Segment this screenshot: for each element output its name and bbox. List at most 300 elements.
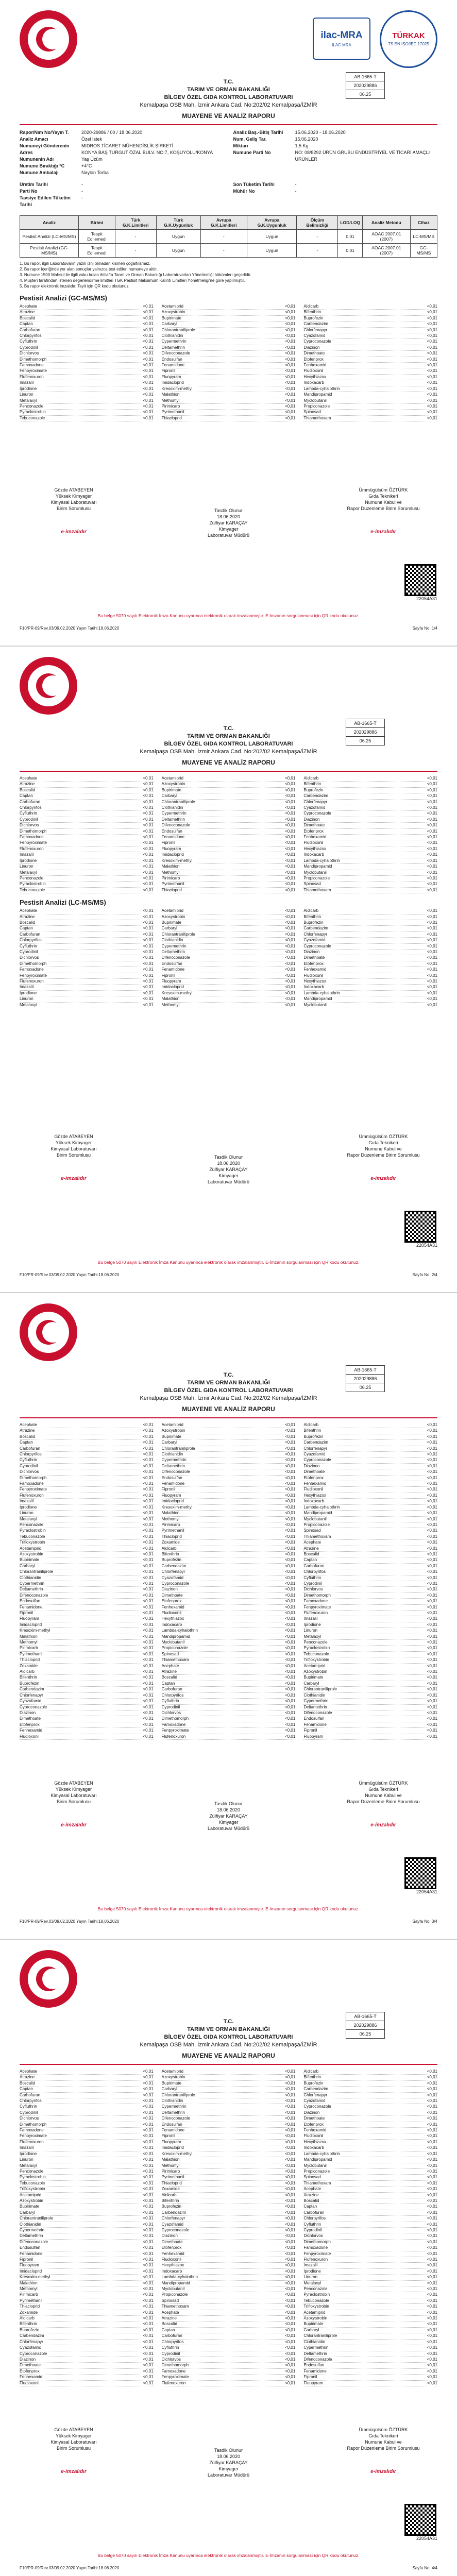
pesticide-result: <0,01 xyxy=(143,1428,154,1433)
list-item xyxy=(303,1687,437,1692)
signatory-right: Ümmügülsüm ÖZTÜRK Gıda Teknikeri Numune Kabul ve Rapor Düzenleme Birim Sorumlusu e-imzalıdır xyxy=(347,2427,420,2475)
pesticide-name: Imidacloprid xyxy=(161,2145,184,2150)
pesticide-result: <0,01 xyxy=(427,2368,437,2374)
pesticide-result: <0,01 xyxy=(427,1504,437,1510)
qr-code-icon[interactable] xyxy=(404,1211,436,1243)
list-item xyxy=(20,1640,154,1646)
pesticide-result: <0,01 xyxy=(143,1487,154,1492)
pesticide-name: Cyazofamid xyxy=(20,2345,42,2350)
pesticide-name: Deltamethrin xyxy=(161,1463,185,1468)
pesticide-name: Carbendazim xyxy=(303,321,328,327)
list-item xyxy=(303,2204,437,2210)
pesticide-name: Aldicarb xyxy=(303,776,319,781)
pesticide-result: <0,01 xyxy=(427,2357,437,2362)
pesticide-name: Cyfluthrin xyxy=(303,1575,321,1580)
pesticide-result: <0,01 xyxy=(285,1546,296,1551)
qr-code-label: 22054A31 xyxy=(416,596,437,601)
pesticide-result: <0,01 xyxy=(285,1716,296,1721)
list-item xyxy=(303,2375,437,2380)
pesticide-result: <0,01 xyxy=(285,1687,296,1692)
pesticide-result: <0,01 xyxy=(427,2321,437,2327)
pesticide-result: <0,01 xyxy=(285,828,296,834)
pesticide-result: <0,01 xyxy=(427,835,437,840)
list-item xyxy=(162,1675,296,1681)
pesticide-name: Clothianidin xyxy=(161,938,183,943)
list-item xyxy=(303,776,437,782)
list-item xyxy=(303,1458,437,1463)
pesticide-name: Spinosad xyxy=(161,1651,179,1656)
list-item xyxy=(20,2328,154,2333)
signature-block xyxy=(20,1780,437,1842)
list-item xyxy=(20,2369,154,2375)
pesticide-result: <0,01 xyxy=(285,2363,296,2368)
list-item xyxy=(20,926,154,931)
pesticide-result: <0,01 xyxy=(143,985,154,990)
list-item xyxy=(20,1003,154,1008)
pesticide-result: <0,01 xyxy=(427,864,437,869)
footer: F10/PR-09/Rev.03/09.02.2020 Yayın Tarihi:18.06.2020 Sayfa No: 2/4 xyxy=(20,1273,437,1277)
pesticide-result: <0,01 xyxy=(143,864,154,869)
list-item xyxy=(303,2286,437,2292)
pesticide-result: <0,01 xyxy=(285,1628,296,1633)
list-item xyxy=(20,1710,154,1716)
pesticide-result: <0,01 xyxy=(143,2110,154,2115)
pesticide-result: <0,01 xyxy=(285,2268,296,2274)
pesticide-result: <0,01 xyxy=(427,943,437,948)
pesticide-list xyxy=(20,1422,437,1740)
list-item xyxy=(20,416,154,421)
pesticide-name: Azoxystrobin xyxy=(161,914,185,919)
list-item xyxy=(162,1469,296,1475)
pesticide-name: Myclobutanil xyxy=(303,2163,327,2168)
list-item xyxy=(162,1440,296,1446)
list-item xyxy=(162,1640,296,1646)
pesticide-name: Azoxystrobin xyxy=(161,1428,185,1433)
pesticide-name: Hexythiazox xyxy=(161,1616,184,1621)
list-item xyxy=(162,1722,296,1728)
pesticide-name: Kresoxim-methyl xyxy=(20,2275,50,2280)
pesticide-name: Flufenoxuron xyxy=(303,1611,328,1615)
pesticide-name: Zoxamide xyxy=(20,2310,38,2315)
pesticide-name: Cyazofamid xyxy=(303,805,326,810)
list-item xyxy=(20,955,154,961)
pesticide-name: Methomyl xyxy=(161,870,180,875)
pesticide-name: Fipronil xyxy=(20,2257,33,2262)
list-item xyxy=(20,961,154,967)
signatory-left: Gözde ATABEYEN Yüksek Kimyager Kimyasal Laboratuvarı Birim Sorumlusu e-imzalıdır xyxy=(50,1781,97,1828)
pesticide-result: <0,01 xyxy=(427,793,437,799)
list-item xyxy=(20,2251,154,2257)
list-item xyxy=(303,1517,437,1522)
pesticide-name: Thiamethoxam xyxy=(161,2304,189,2309)
pesticide-result: <0,01 xyxy=(427,870,437,875)
list-item xyxy=(162,1622,296,1628)
pesticide-result: <0,01 xyxy=(143,2327,154,2332)
list-item xyxy=(162,2098,296,2104)
pesticide-name: Fenamidone xyxy=(161,363,185,368)
pesticide-result: <0,01 xyxy=(427,2316,437,2321)
pesticide-result: <0,01 xyxy=(285,1563,296,1568)
pesticide-name: Difenoconazole xyxy=(161,2116,190,2121)
pesticide-name: Cyprodinil xyxy=(20,1463,38,1468)
pesticide-name: Boscalid xyxy=(303,2198,319,2203)
list-item xyxy=(162,1616,296,1622)
pesticide-name: Etofenprox xyxy=(303,961,324,966)
pesticide-result: <0,01 xyxy=(427,2280,437,2285)
list-item xyxy=(303,852,437,858)
list-item xyxy=(303,991,437,996)
pesticide-name: Clothianidin xyxy=(161,2098,183,2104)
pesticide-name: Carbendazim xyxy=(303,793,328,799)
list-item xyxy=(20,2340,154,2345)
pesticide-result: <0,01 xyxy=(427,304,437,309)
pesticide-result: <0,01 xyxy=(143,882,154,887)
list-item xyxy=(20,2169,154,2175)
pesticide-result: <0,01 xyxy=(143,2069,154,2074)
pesticide-name: Captan xyxy=(20,793,33,799)
pesticide-result: <0,01 xyxy=(143,1710,154,1715)
pesticide-name: Indoxacarb xyxy=(303,380,324,385)
pesticide-name: Imidacloprid xyxy=(161,985,184,990)
list-item xyxy=(20,1493,154,1499)
list-item xyxy=(303,386,437,392)
pesticide-result: <0,01 xyxy=(285,2227,296,2232)
pesticide-result: <0,01 xyxy=(143,321,154,327)
list-item xyxy=(303,950,437,955)
pesticide-result: <0,01 xyxy=(143,357,154,362)
list-item xyxy=(162,1534,296,1540)
list-item xyxy=(303,2198,437,2204)
list-item xyxy=(303,1728,437,1734)
pesticide-name: Malathion xyxy=(161,2157,180,2162)
pesticide-result: <0,01 xyxy=(285,310,296,315)
pesticide-name: Aldicarb xyxy=(303,1422,319,1427)
pesticide-name: Dimethoate xyxy=(20,2363,41,2368)
list-item xyxy=(162,996,296,1002)
pesticide-name: Methomyl xyxy=(20,2286,38,2292)
list-item xyxy=(20,1593,154,1599)
pesticide-result: <0,01 xyxy=(143,2275,154,2280)
pesticide-result: <0,01 xyxy=(143,1681,154,1686)
pesticide-result: <0,01 xyxy=(143,852,154,857)
list-item xyxy=(20,380,154,386)
pesticide-name: Fenhexamid xyxy=(20,1728,43,1733)
list-item xyxy=(162,955,296,961)
list-item xyxy=(20,1469,154,1475)
pesticide-result: <0,01 xyxy=(285,398,296,403)
pesticide-result: <0,01 xyxy=(427,2251,437,2256)
pesticide-name: Dimethoate xyxy=(303,1469,325,1475)
pesticide-name: Cyproconazole xyxy=(161,2227,190,2232)
list-item xyxy=(303,1593,437,1599)
list-item xyxy=(303,858,437,864)
pesticide-result: <0,01 xyxy=(285,1722,296,1727)
pesticide-result: <0,01 xyxy=(427,973,437,978)
pesticide-name: Deltamethrin xyxy=(20,2233,43,2239)
pesticide-name: Chlorpyrifos xyxy=(20,1452,42,1457)
pesticide-name: Etofenprox xyxy=(303,357,324,362)
list-item xyxy=(303,1499,437,1504)
pesticide-name: Deltamethrin xyxy=(20,1587,43,1592)
list-item xyxy=(20,882,154,887)
pesticide-name: Aldicarb xyxy=(161,2192,177,2197)
pesticide-name: Imidacloprid xyxy=(161,1499,184,1504)
pesticide-result: <0,01 xyxy=(285,2339,296,2344)
pesticide-result: <0,01 xyxy=(285,996,296,1002)
pesticide-name: Azoxystrobin xyxy=(303,1669,328,1674)
list-item xyxy=(20,811,154,817)
signature-block xyxy=(20,487,437,549)
list-item xyxy=(303,1599,437,1604)
footer-legal: Bu belge 5070 sayılı Elektronik İmza Kanunu uyarınca elektronik olarak imzalanmıştır. E-İmzanın sorgulanması için QR kodu okutunuz. xyxy=(97,1906,360,1911)
pesticide-name: Spinosad xyxy=(303,1528,321,1533)
pesticide-name: Diazinon xyxy=(303,817,320,822)
pesticide-name: Chlorantraniliprole xyxy=(303,2333,337,2338)
pesticide-result: <0,01 xyxy=(143,2116,154,2121)
footer: F10/PR-09/Rev.03/09.02.2020 Yayın Tarihi:18.06.2020 Sayfa No: 4/4 xyxy=(20,2566,437,2570)
list-item xyxy=(20,2087,154,2092)
pesticide-result: <0,01 xyxy=(143,1002,154,1007)
list-item xyxy=(162,2216,296,2222)
list-item xyxy=(162,1517,296,1522)
pesticide-result: <0,01 xyxy=(285,2128,296,2133)
list-item xyxy=(162,782,296,787)
pesticide-result: <0,01 xyxy=(143,339,154,344)
list-item xyxy=(20,2351,154,2357)
list-item xyxy=(303,2069,437,2075)
pesticide-name: Deltamethrin xyxy=(161,949,185,954)
list-item xyxy=(20,1534,154,1540)
pesticide-result: <0,01 xyxy=(427,2110,437,2115)
list-item xyxy=(162,2198,296,2204)
list-item xyxy=(162,2151,296,2157)
pesticide-result: <0,01 xyxy=(143,1522,154,1527)
pesticide-name: Pirimicarb xyxy=(161,1522,180,1527)
list-item xyxy=(162,1581,296,1587)
pesticide-name: Cypermethrin xyxy=(20,2227,45,2232)
pesticide-result: <0,01 xyxy=(143,2339,154,2344)
pesticide-result: <0,01 xyxy=(285,979,296,984)
pesticide-name: Cyproconazole xyxy=(20,1704,47,1709)
pesticide-result: <0,01 xyxy=(143,2128,154,2133)
pesticide-result: <0,01 xyxy=(285,1428,296,1433)
list-item xyxy=(20,1616,154,1622)
pesticide-result: <0,01 xyxy=(427,926,437,931)
pesticide-name: Cypermethrin xyxy=(161,811,187,816)
pesticide-result: <0,01 xyxy=(427,1551,437,1556)
list-item xyxy=(20,2321,154,2327)
list-item xyxy=(162,1728,296,1734)
pesticide-name: Clothianidin xyxy=(303,2339,326,2344)
pesticide-name: Flufenoxuron xyxy=(161,1734,186,1739)
list-item xyxy=(162,304,296,310)
list-item xyxy=(162,800,296,805)
pesticide-name: Acetamiprid xyxy=(303,1663,326,1668)
pesticide-result: <0,01 xyxy=(427,1716,437,1721)
pesticide-result: <0,01 xyxy=(427,1546,437,1551)
pesticide-result: <0,01 xyxy=(143,1569,154,1574)
pesticide-result: <0,01 xyxy=(285,327,296,332)
pesticide-result: <0,01 xyxy=(285,1728,296,1733)
pesticide-result: <0,01 xyxy=(427,2227,437,2232)
pesticide-result: <0,01 xyxy=(143,2257,154,2262)
pesticide-result: <0,01 xyxy=(427,776,437,781)
pesticide-name: Linuron xyxy=(20,996,33,1002)
pesticide-result: <0,01 xyxy=(427,310,437,315)
pesticide-name: Famoxadone xyxy=(303,2245,328,2250)
list-item xyxy=(20,2110,154,2116)
list-item xyxy=(20,823,154,828)
list-item xyxy=(303,2210,437,2216)
list-item xyxy=(303,2169,437,2175)
list-item xyxy=(303,1628,437,1634)
pesticide-result: <0,01 xyxy=(143,1516,154,1521)
pesticide-result: <0,01 xyxy=(427,1663,437,1668)
pesticide-result: <0,01 xyxy=(143,1734,154,1739)
pesticide-name: Famoxadone xyxy=(303,1599,328,1604)
list-item xyxy=(303,2181,437,2187)
pesticide-result: <0,01 xyxy=(143,410,154,415)
pesticide-name: Cypermethrin xyxy=(303,2345,329,2350)
list-item xyxy=(162,852,296,858)
pesticide-result: <0,01 xyxy=(285,357,296,362)
list-item xyxy=(162,829,296,835)
pesticide-result: <0,01 xyxy=(143,1458,154,1463)
pesticide-name: Buprofezin xyxy=(303,315,324,320)
qr-code-icon[interactable] xyxy=(404,2504,436,2536)
pesticide-name: Fipronil xyxy=(161,368,175,374)
pesticide-name: Cyprodinil xyxy=(303,1581,322,1586)
pesticide-result: <0,01 xyxy=(143,782,154,787)
list-item xyxy=(162,1557,296,1563)
pesticide-name: Aldicarb xyxy=(161,1546,177,1551)
list-item xyxy=(20,852,154,858)
pesticide-name: Fluopyram xyxy=(20,2263,39,2268)
list-item xyxy=(303,2292,437,2298)
pesticide-result: <0,01 xyxy=(143,2268,154,2274)
pesticide-result: <0,01 xyxy=(143,846,154,851)
list-item xyxy=(162,1540,296,1546)
signatory-right: Ümmügülsüm ÖZTÜRK Gıda Teknikeri Numune Kabul ve Rapor Düzenleme Birim Sorumlusu e-imzalıdır xyxy=(347,487,420,535)
pesticide-name: Boscalid xyxy=(20,920,36,925)
pesticide-result: <0,01 xyxy=(427,2163,437,2168)
list-item xyxy=(303,380,437,386)
pesticide-result: <0,01 xyxy=(427,2075,437,2080)
list-item xyxy=(162,817,296,823)
pesticide-result: <0,01 xyxy=(285,938,296,943)
qr-code-label: 22054A31 xyxy=(416,1243,437,1248)
pesticide-result: <0,01 xyxy=(427,996,437,1002)
list-item xyxy=(162,2298,296,2304)
list-item xyxy=(303,870,437,876)
list-item xyxy=(20,979,154,985)
pesticide-name: Bupirimate xyxy=(161,920,181,925)
list-item xyxy=(162,410,296,415)
list-item xyxy=(162,793,296,799)
pesticide-name: Myclobutanil xyxy=(303,1002,327,1007)
pesticide-result: <0,01 xyxy=(427,2268,437,2274)
list-item xyxy=(303,1540,437,1546)
pesticide-result: <0,01 xyxy=(143,823,154,828)
pesticide-name: Azoxystrobin xyxy=(161,310,185,315)
pesticide-name: Captan xyxy=(20,1440,33,1445)
list-item xyxy=(303,1452,437,1458)
pesticide-name: Kresoxim-methyl xyxy=(161,1504,193,1510)
pesticide-result: <0,01 xyxy=(285,1522,296,1527)
qr-code-icon[interactable] xyxy=(404,564,436,596)
pesticide-name: Carbendazim xyxy=(20,2333,44,2338)
pesticide-result: <0,01 xyxy=(427,1493,437,1498)
pesticide-result: <0,01 xyxy=(143,2098,154,2104)
pesticide-result: <0,01 xyxy=(143,1499,154,1504)
pesticide-name: Imazalil xyxy=(20,852,34,857)
pesticide-name: Flufenoxuron xyxy=(20,2139,44,2144)
pesticide-name: Trifloxystrobin xyxy=(303,2304,329,2309)
pesticide-name: Cyproconazole xyxy=(303,943,331,948)
qr-code-icon[interactable] xyxy=(404,1857,436,1889)
list-item xyxy=(162,2193,296,2198)
list-item xyxy=(303,908,437,914)
pesticide-name: Cyfluthrin xyxy=(20,811,37,816)
pesticide-result: <0,01 xyxy=(427,1651,437,1656)
list-item xyxy=(162,926,296,931)
list-item xyxy=(162,2333,296,2339)
pesticide-result: <0,01 xyxy=(143,2151,154,2156)
pesticide-name: Azoxystrobin xyxy=(161,782,185,787)
ministry-logo xyxy=(20,1950,77,2008)
pesticide-name: Boscalid xyxy=(20,315,36,320)
pesticide-result: <0,01 xyxy=(143,1446,154,1451)
pesticide-result: <0,01 xyxy=(143,2192,154,2197)
pesticide-name: Pyraclostrobin xyxy=(20,2175,46,2180)
list-item xyxy=(162,363,296,368)
pesticide-result: <0,01 xyxy=(143,315,154,320)
pesticide-result: <0,01 xyxy=(285,1516,296,1521)
pesticide-result: <0,01 xyxy=(285,2145,296,2150)
list-item xyxy=(20,2363,154,2368)
pesticide-result: <0,01 xyxy=(427,2380,437,2385)
pesticide-name: Iprodione xyxy=(20,2151,37,2156)
pesticide-result: <0,01 xyxy=(427,949,437,954)
signature-block xyxy=(20,1133,437,1195)
pesticide-name: Chlorantraniliprole xyxy=(161,799,195,804)
list-item xyxy=(20,2204,154,2210)
report-page-4 xyxy=(0,1940,457,2576)
pesticide-result: <0,01 xyxy=(285,2286,296,2292)
list-item xyxy=(162,840,296,846)
pesticide-result: <0,01 xyxy=(285,973,296,978)
pesticide-name: Trifloxystrobin xyxy=(20,1540,45,1545)
pesticide-result: <0,01 xyxy=(427,2351,437,2356)
pesticide-result: <0,01 xyxy=(427,2216,437,2221)
table-row: Pestisit Analizi (LC-MS/MS) Tespit Edilemedi - Uygun - Uygun - 0,01 AOAC 2007.01 (2007) LC-MS/MS xyxy=(20,230,437,244)
list-item xyxy=(303,1564,437,1569)
pesticide-result: <0,01 xyxy=(285,2110,296,2115)
pesticide-name: Lambda-cyhalothrin xyxy=(303,386,340,391)
pesticide-result: <0,01 xyxy=(143,817,154,822)
pesticide-name: Chlorfenapyr xyxy=(303,931,328,937)
pesticide-name: Atrazine xyxy=(161,1669,177,1674)
list-item xyxy=(20,805,154,811)
pesticide-name: Malathion xyxy=(20,2280,38,2285)
list-item xyxy=(20,1564,154,1569)
pesticide-name: Carbofuran xyxy=(20,931,41,937)
pesticide-name: Cyazofamid xyxy=(161,2222,183,2227)
pesticide-result: <0,01 xyxy=(285,2257,296,2262)
list-item xyxy=(20,2210,154,2216)
pesticide-result: <0,01 xyxy=(143,1622,154,1627)
pesticide-result: <0,01 xyxy=(143,1557,154,1563)
